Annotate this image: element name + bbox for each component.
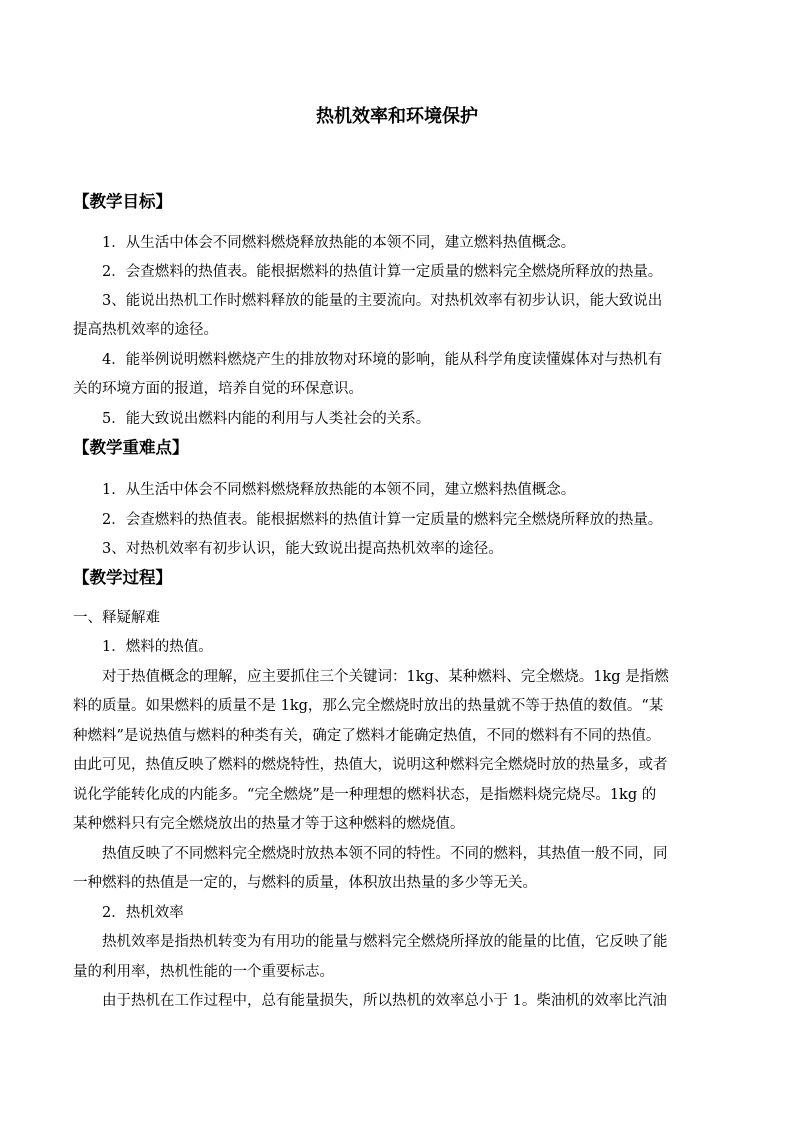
section-heading-process: 【教学过程】 [73, 568, 172, 587]
goal-item-3-cont: 提高热机效率的途径。 [73, 322, 218, 338]
paragraph-line: 量的利用率，热机性能的一个重要标志。 [73, 964, 334, 980]
paragraph-line: 料的质量。如果燃料的质量不是 1kg，那么完全燃烧时放出的热量就不等于热值的数值。“某 [73, 698, 664, 714]
key-point-2: 2．会查燃料的热值表。能根据燃料的热值计算一定质量的燃料完全燃烧所释放的热量。 [102, 512, 663, 528]
goal-item-1: 1．从生活中体会不同燃料燃烧释放热能的本领不同，建立燃料热值概念。 [102, 235, 576, 251]
section-heading-key-points: 【教学重难点】 [73, 438, 189, 457]
section-heading-goals: 【教学目标】 [73, 192, 172, 211]
paragraph-line: 由于热机在工作过程中，总有能量损失，所以热机的效率总小于 1。柴油机的效率比汽油 [102, 993, 667, 1009]
goal-item-4-cont: 关的环境方面的报道，培养自觉的环保意识。 [73, 381, 363, 397]
process-item-efficiency: 2．热机效率 [102, 905, 184, 921]
key-point-3: 3、对热机效率有初步认识，能大致说出提高热机效率的途径。 [102, 541, 503, 557]
goal-item-3: 3、能说出热机工作时燃料释放的能量的主要流向。对热机效率有初步认识，能大致说出 [102, 293, 663, 309]
goal-item-5: 5．能大致说出燃料内能的利用与人类社会的关系。 [102, 411, 431, 427]
paragraph-line: 由此可见，热值反映了燃料的燃烧特性，热值大，说明这种燃料完全燃烧时放的热量多，或者 [73, 757, 668, 773]
page-title: 热机效率和环境保护 [316, 106, 478, 127]
goal-item-4: 4．能举例说明燃料燃烧产生的排放物对环境的影响，能从科学角度读懂媒体对与热机有 [102, 352, 663, 368]
paragraph-line: 种燃料”是说热值与燃料的种类有关，确定了燃料才能确定热值，不同的燃料有不同的热值。 [73, 728, 661, 744]
goal-item-2: 2．会查燃料的热值表。能根据燃料的热值计算一定质量的燃料完全燃烧所释放的热量。 [102, 264, 663, 280]
paragraph-line: 热机效率是指热机转变为有用功的能量与燃料完全燃烧所择放的能量的比值，它反映了能 [102, 934, 668, 950]
process-subheading: 一、释疑解难 [73, 610, 160, 626]
paragraph-line: 对于热值概念的理解，应主要抓住三个关键词：1kg、某种燃料、完全燃烧。1kg 是指燃 [102, 669, 669, 685]
paragraph-line: 热值反映了不同燃料完全燃烧时放热本领不同的特性。不同的燃料，其热值一般不同，同 [102, 846, 668, 862]
paragraph-line: 某种燃料只有完全燃烧放出的热量才等于这种燃料的燃烧值。 [73, 816, 465, 832]
paragraph-line: 说化学能转化成的内能多。“完全燃烧”是一种理想的燃料状态，是指燃料烧完烧尽。1kg 的 [73, 787, 657, 803]
paragraph-line: 一种燃料的热值是一定的，与燃料的质量，体积放出热量的多少等无关。 [73, 875, 537, 891]
key-point-1: 1．从生活中体会不同燃料燃烧释放热能的本领不同，建立燃料热值概念。 [102, 482, 576, 498]
process-item-heat-value: 1．燃料的热值。 [102, 639, 213, 655]
